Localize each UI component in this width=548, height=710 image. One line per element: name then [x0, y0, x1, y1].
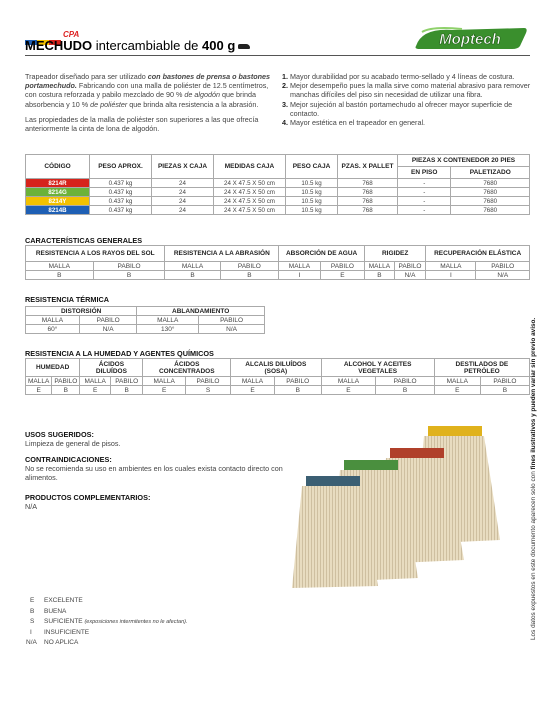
- sub-header: PABILO: [476, 262, 530, 271]
- col-box-weight: PESO CAJA: [286, 155, 338, 179]
- group-header: HUMEDAD: [26, 359, 80, 377]
- cell: -: [398, 188, 451, 197]
- sub-header: MALLA: [26, 316, 80, 325]
- cell: 10.5 kg: [286, 188, 338, 197]
- cell: 24: [152, 206, 214, 215]
- complementary-text: N/A: [25, 502, 37, 511]
- sub-header: PABILO: [199, 316, 265, 325]
- cell: E: [320, 271, 364, 280]
- group-header: RECUPERACIÓN ELÁSTICA: [426, 246, 530, 262]
- sub-header: MALLA: [279, 262, 321, 271]
- sub-header: PABILO: [320, 262, 364, 271]
- sub-header: MALLA: [426, 262, 476, 271]
- table-row: [26, 197, 530, 206]
- cell: B: [365, 271, 395, 280]
- col-floor: EN PISO: [398, 167, 451, 179]
- uses-text: Limpieza de general de pisos.: [25, 439, 121, 448]
- cell: B: [26, 271, 94, 280]
- col-dims: MEDIDAS CAJA: [214, 155, 286, 179]
- intro-paragraph-2: Las propiedades de la malla de poliéster son superiores a las que ofrecía anteriormente la cinta de lona de algodón.: [25, 114, 259, 134]
- cell: -: [398, 206, 451, 215]
- cell: -: [398, 197, 451, 206]
- code-cell: 8214B: [26, 206, 90, 215]
- col-code: CÓDIGO: [26, 155, 90, 179]
- sub-header: PABILO: [480, 377, 529, 386]
- sub-header: MALLA: [137, 316, 199, 325]
- cell: 7680: [451, 197, 530, 206]
- feature-item: 2. Mejor desempeño pues la malla sirve como material abrasivo para remover manchas difíciles del piso sin necesidad de utilizar una fibra.: [282, 81, 531, 100]
- cell: B: [93, 271, 165, 280]
- cell: I: [426, 271, 476, 280]
- group-header: ABSORCIÓN DE AGUA: [279, 246, 365, 262]
- cell: -: [398, 179, 451, 188]
- cell: E: [80, 386, 111, 395]
- sub-header: MALLA: [80, 377, 111, 386]
- legend-item: E EXCELENTE: [30, 597, 83, 604]
- cell: 24 X 47.5 X 50 cm: [214, 206, 286, 215]
- table-row: [26, 271, 530, 280]
- intro-paragraph-1: Trapeador diseñado para ser utilizado con bastones de prensa o bastones portamechudo. Fabricando con una malla de poliéster de 12.5 centímetros, con costura reforzada y pabilo mezclado de 90 % de algodón que brinda absorbencia y 10 % de poliéster que brinda alta resistencia a la abrasión.: [25, 72, 271, 109]
- cell: 0.437 kg: [90, 179, 152, 188]
- cell: 0.437 kg: [90, 197, 152, 206]
- moptech-logo: [412, 24, 530, 52]
- cell: 24 X 47.5 X 50 cm: [214, 197, 286, 206]
- sub-header: PABILO: [394, 262, 426, 271]
- cell: 7680: [451, 188, 530, 197]
- cell: E: [143, 386, 185, 395]
- cell: 24 X 47.5 X 50 cm: [214, 188, 286, 197]
- group-header: ÁCIDOS CONCENTRADOS: [143, 359, 231, 377]
- mop-icon: [238, 44, 250, 49]
- cell: N/A: [476, 271, 530, 280]
- title-rest: intercambiable de: [92, 38, 203, 53]
- cell: E: [231, 386, 275, 395]
- uses-block: [25, 430, 295, 448]
- code-cell: 8214G: [26, 188, 90, 197]
- col-pcs: PIEZAS X CAJA: [152, 155, 214, 179]
- brand-color-bar: [25, 32, 61, 37]
- complementary-block: [25, 493, 295, 511]
- cell: B: [165, 271, 220, 280]
- cell: N/A: [394, 271, 426, 280]
- product-table: [25, 154, 530, 215]
- sub-header: PABILO: [220, 262, 279, 271]
- cell: E: [26, 386, 52, 395]
- thermal-table: [25, 306, 265, 334]
- feature-item: 1. Mayor durabilidad por su acabado termo-sellado y 4 líneas de costura.: [282, 72, 515, 81]
- col-weight: PESO APROX.: [90, 155, 152, 179]
- feature-item: 4. Mayor estética en el trapeador en general.: [282, 118, 426, 128]
- sub-header: PABILO: [52, 377, 80, 386]
- sub-header: MALLA: [365, 262, 395, 271]
- section-title-thermal: RESISTENCIA TÉRMICA: [25, 295, 110, 304]
- group-header: RIGIDEZ: [365, 246, 426, 262]
- table-row: [26, 179, 530, 188]
- cell: 768: [338, 206, 398, 215]
- sub-header: MALLA: [321, 377, 376, 386]
- cell: E: [321, 386, 376, 395]
- group-header: DESTILADOS DE PETRÓLEO: [434, 359, 529, 377]
- sub-header: PABILO: [110, 377, 143, 386]
- cell: 24 X 47.5 X 50 cm: [214, 179, 286, 188]
- cell: B: [480, 386, 529, 395]
- feature-item: 3. Mejor sujeción al bastón portamechudo al ofrecer mayor superficie de contacto.: [282, 99, 513, 118]
- cell: B: [110, 386, 143, 395]
- table-row: [26, 188, 530, 197]
- sub-header: MALLA: [143, 377, 185, 386]
- humidity-table: [25, 358, 530, 395]
- features-list: [282, 72, 532, 127]
- header-divider: [25, 55, 530, 56]
- sub-header: MALLA: [26, 262, 94, 271]
- cell: 10.5 kg: [286, 197, 338, 206]
- complementary-title: PRODUCTOS COMPLEMENTARIOS:: [25, 493, 151, 502]
- col-pallet: PZAS. X PALLET: [338, 155, 398, 179]
- page-title: [25, 38, 250, 53]
- logo-text: Moptech: [439, 31, 501, 48]
- cell: 768: [338, 188, 398, 197]
- section-title-humidity: RESISTENCIA A LA HUMEDAD Y AGENTES QUÍMICOS: [25, 349, 214, 358]
- cell: 7680: [451, 179, 530, 188]
- mop-product-image: [286, 420, 524, 590]
- cell: 7680: [451, 206, 530, 215]
- disclaimer-side-note: Los datos expuestos en este documento aparecen solo con fines ilustrativos y pueden variar sin previo aviso.: [530, 317, 537, 640]
- table-row: [26, 386, 530, 395]
- cell: I: [279, 271, 321, 280]
- sub-header: PABILO: [93, 262, 165, 271]
- sub-header: MALLA: [434, 377, 480, 386]
- cell: B: [52, 386, 80, 395]
- cell: B: [274, 386, 321, 395]
- sub-header: MALLA: [26, 377, 52, 386]
- code-cell: 8214Y: [26, 197, 90, 206]
- title-weight: 400 g: [202, 38, 236, 53]
- table-row: [26, 206, 530, 215]
- group-header: ABLANDAMIENTO: [137, 307, 265, 316]
- cell: S: [185, 386, 230, 395]
- legend-item: I INSUFICIENTE: [30, 628, 90, 636]
- sub-header: PABILO: [274, 377, 321, 386]
- intro-text: [25, 72, 275, 139]
- sub-header: PABILO: [185, 377, 230, 386]
- cell: 0.437 kg: [90, 188, 152, 197]
- group-header: RESISTENCIA A LOS RAYOS DEL SOL: [26, 246, 165, 262]
- col-container: PIEZAS X CONTENEDOR 20 PIES: [398, 155, 530, 167]
- group-header: RESISTENCIA A LA ABRASIÓN: [165, 246, 279, 262]
- cell: 60°: [26, 325, 80, 334]
- contra-text: No se recomienda su uso en ambientes en los cuales exista contacto directo con alimentos.: [25, 464, 283, 482]
- code-cell: 8214R: [26, 179, 90, 188]
- cell: 10.5 kg: [286, 179, 338, 188]
- cell: B: [376, 386, 434, 395]
- group-header: ÁCIDOS DILUÍDOS: [80, 359, 143, 377]
- legend-item: S SUFICIENTE (exposiciones intermitentes no le afectan).: [30, 618, 188, 625]
- sub-header: PABILO: [376, 377, 434, 386]
- cell: 24: [152, 188, 214, 197]
- group-header: ALCOHOL Y ACEITES VEGETALES: [321, 359, 434, 377]
- cell: B: [220, 271, 279, 280]
- cell: 24: [152, 197, 214, 206]
- table-row: [26, 325, 265, 334]
- cell: 10.5 kg: [286, 206, 338, 215]
- cell: N/A: [79, 325, 136, 334]
- uses-title: USOS SUGERIDOS:: [25, 430, 94, 439]
- legend-item: B BUENA: [30, 607, 67, 615]
- brand-tag: CPA: [63, 30, 80, 39]
- sub-header: MALLA: [165, 262, 220, 271]
- contra-block: [25, 455, 295, 482]
- title-bold: MECHUDO: [25, 38, 93, 53]
- cell: 24: [152, 179, 214, 188]
- col-palletized: PALETIZADO: [451, 167, 530, 179]
- cell: E: [434, 386, 480, 395]
- sub-header: MALLA: [231, 377, 275, 386]
- general-table: [25, 245, 530, 280]
- cell: 0.437 kg: [90, 206, 152, 215]
- cell: 768: [338, 197, 398, 206]
- cell: 130°: [137, 325, 199, 334]
- group-header: DISTORSIÓN: [26, 307, 137, 316]
- group-header: ALCALIS DILUÍDOS (SOSA): [231, 359, 321, 377]
- legend: [26, 596, 188, 649]
- cell: N/A: [199, 325, 265, 334]
- contra-title: CONTRAINDICACIONES:: [25, 455, 112, 464]
- sub-header: PABILO: [79, 316, 136, 325]
- section-title-general: CARACTERÍSTICAS GENERALES: [25, 236, 143, 245]
- legend-item: N/A NO APLICA: [26, 639, 79, 646]
- cell: 768: [338, 179, 398, 188]
